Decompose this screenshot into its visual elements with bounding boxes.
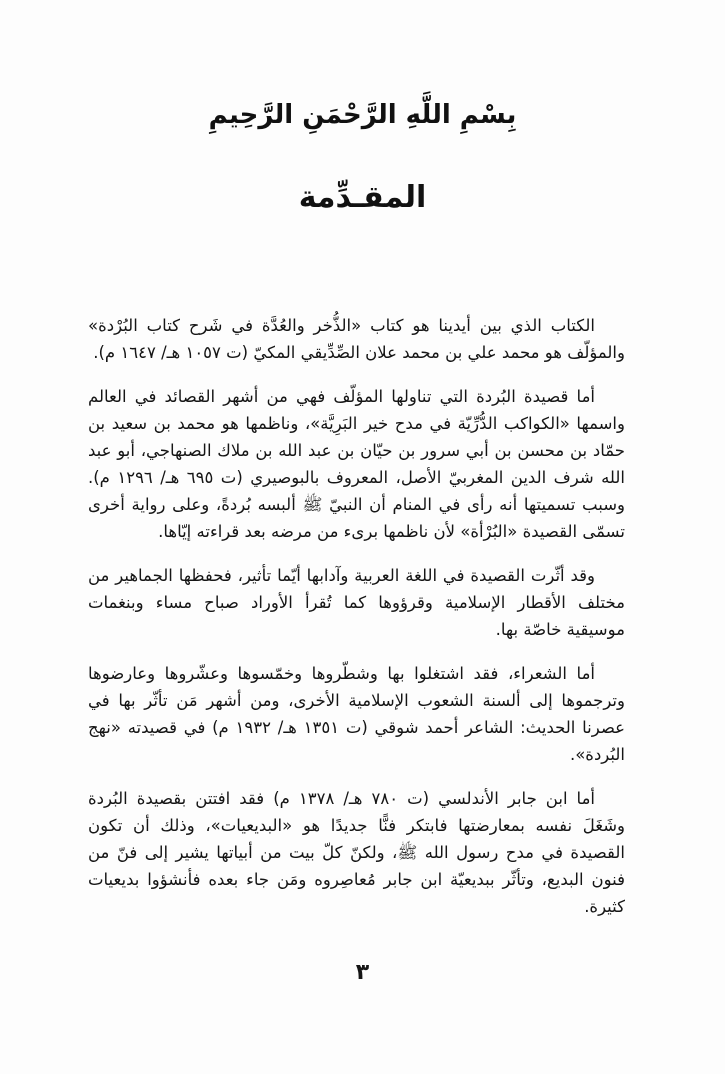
basmala: بِسْمِ اللَّهِ الرَّحْمَنِ الرَّحِيمِ [208,100,517,130]
paragraph: أما قصيدة البُردة التي تناولها المؤلّف فهي من أشهر القصائد في العالم واسمها «الكواكب الدُّرِّيّة في مدح خير البَرِيَّة»، وناظمها هو محمد بن سعيد بن حمّاد بن محسن بن أبي سرور بن حيّان بن عبد الله بن ملاك الصنهاجي، أبو عبد الله شرف الدين المغربيّ الأصل، المعروف بالبوصيري (ت ٦٩٥ هـ/ ١٢٩٦ م). وسبب تسميتها أنه رأى في المنام أن النبيّ ﷺ ألبسه بُردةً، وعلى رواية أخرى تسمّى القصيدة «البُرْأة» لأن ناظمها برىء من مرضه بعد قراءته إيّاها. [88,387,625,541]
paragraph: أما الشعراء، فقد اشتغلوا بها وشطّروها وخمّسوها وعشّروها وعارضوها وترجموها إلى ألسنة الشعوب الإسلامية الأخرى، ومن أشهر مَن تأثّر بها في عصرنا الحديث: الشاعر أحمد شوقي (ت ١٣٥١ هـ/ ١٩٣٢ م) في قصيدته «نهج البُردة». [88,664,625,764]
paragraph: أما ابن جابر الأندلسي (ت ٧٨٠ هـ/ ١٣٧٨ م) فقد افتتن بقصيدة البُردة وشَغَلَ نفسه بمعارضتها فابتكر فنًّا جديدًا هو «البديعيات»، وذلك أن تكون القصيدة في مدح رسول الله ﷺ، ولكنّ كلّ بيت من أبياتها يشير إلى فنّ من فنون البديع، وتأثّر ببديعيّة ابن جابر مُعاصِروه ومَن جاء بعده فأنشؤوا بديعيات كثيرة. [88,789,625,916]
paragraph: الكتاب الذي بين أيدينا هو كتاب «الذُّخر والعُدَّة في شَرح كتاب البُرْدة» والمؤلّف هو محمد علي بن محمد علان الصِّدِّيقي المكيّ (ت ١٠٥٧ هـ/ ١٦٤٧ م). [88,316,625,362]
paragraph: وقد أثّرت القصيدة في اللغة العربية وآدابها أيّما تأثير، فحفظها الجماهير من مختلف الأقطار الإسلامية وقرؤوها كما تُقرأ الأوراد صباح مساء وبنغمات موسيقية خاصّة بها. [88,566,625,639]
page-title: المقـدِّمة [298,180,427,215]
body-text [88,312,625,937]
page-number: ٣ [355,960,370,985]
